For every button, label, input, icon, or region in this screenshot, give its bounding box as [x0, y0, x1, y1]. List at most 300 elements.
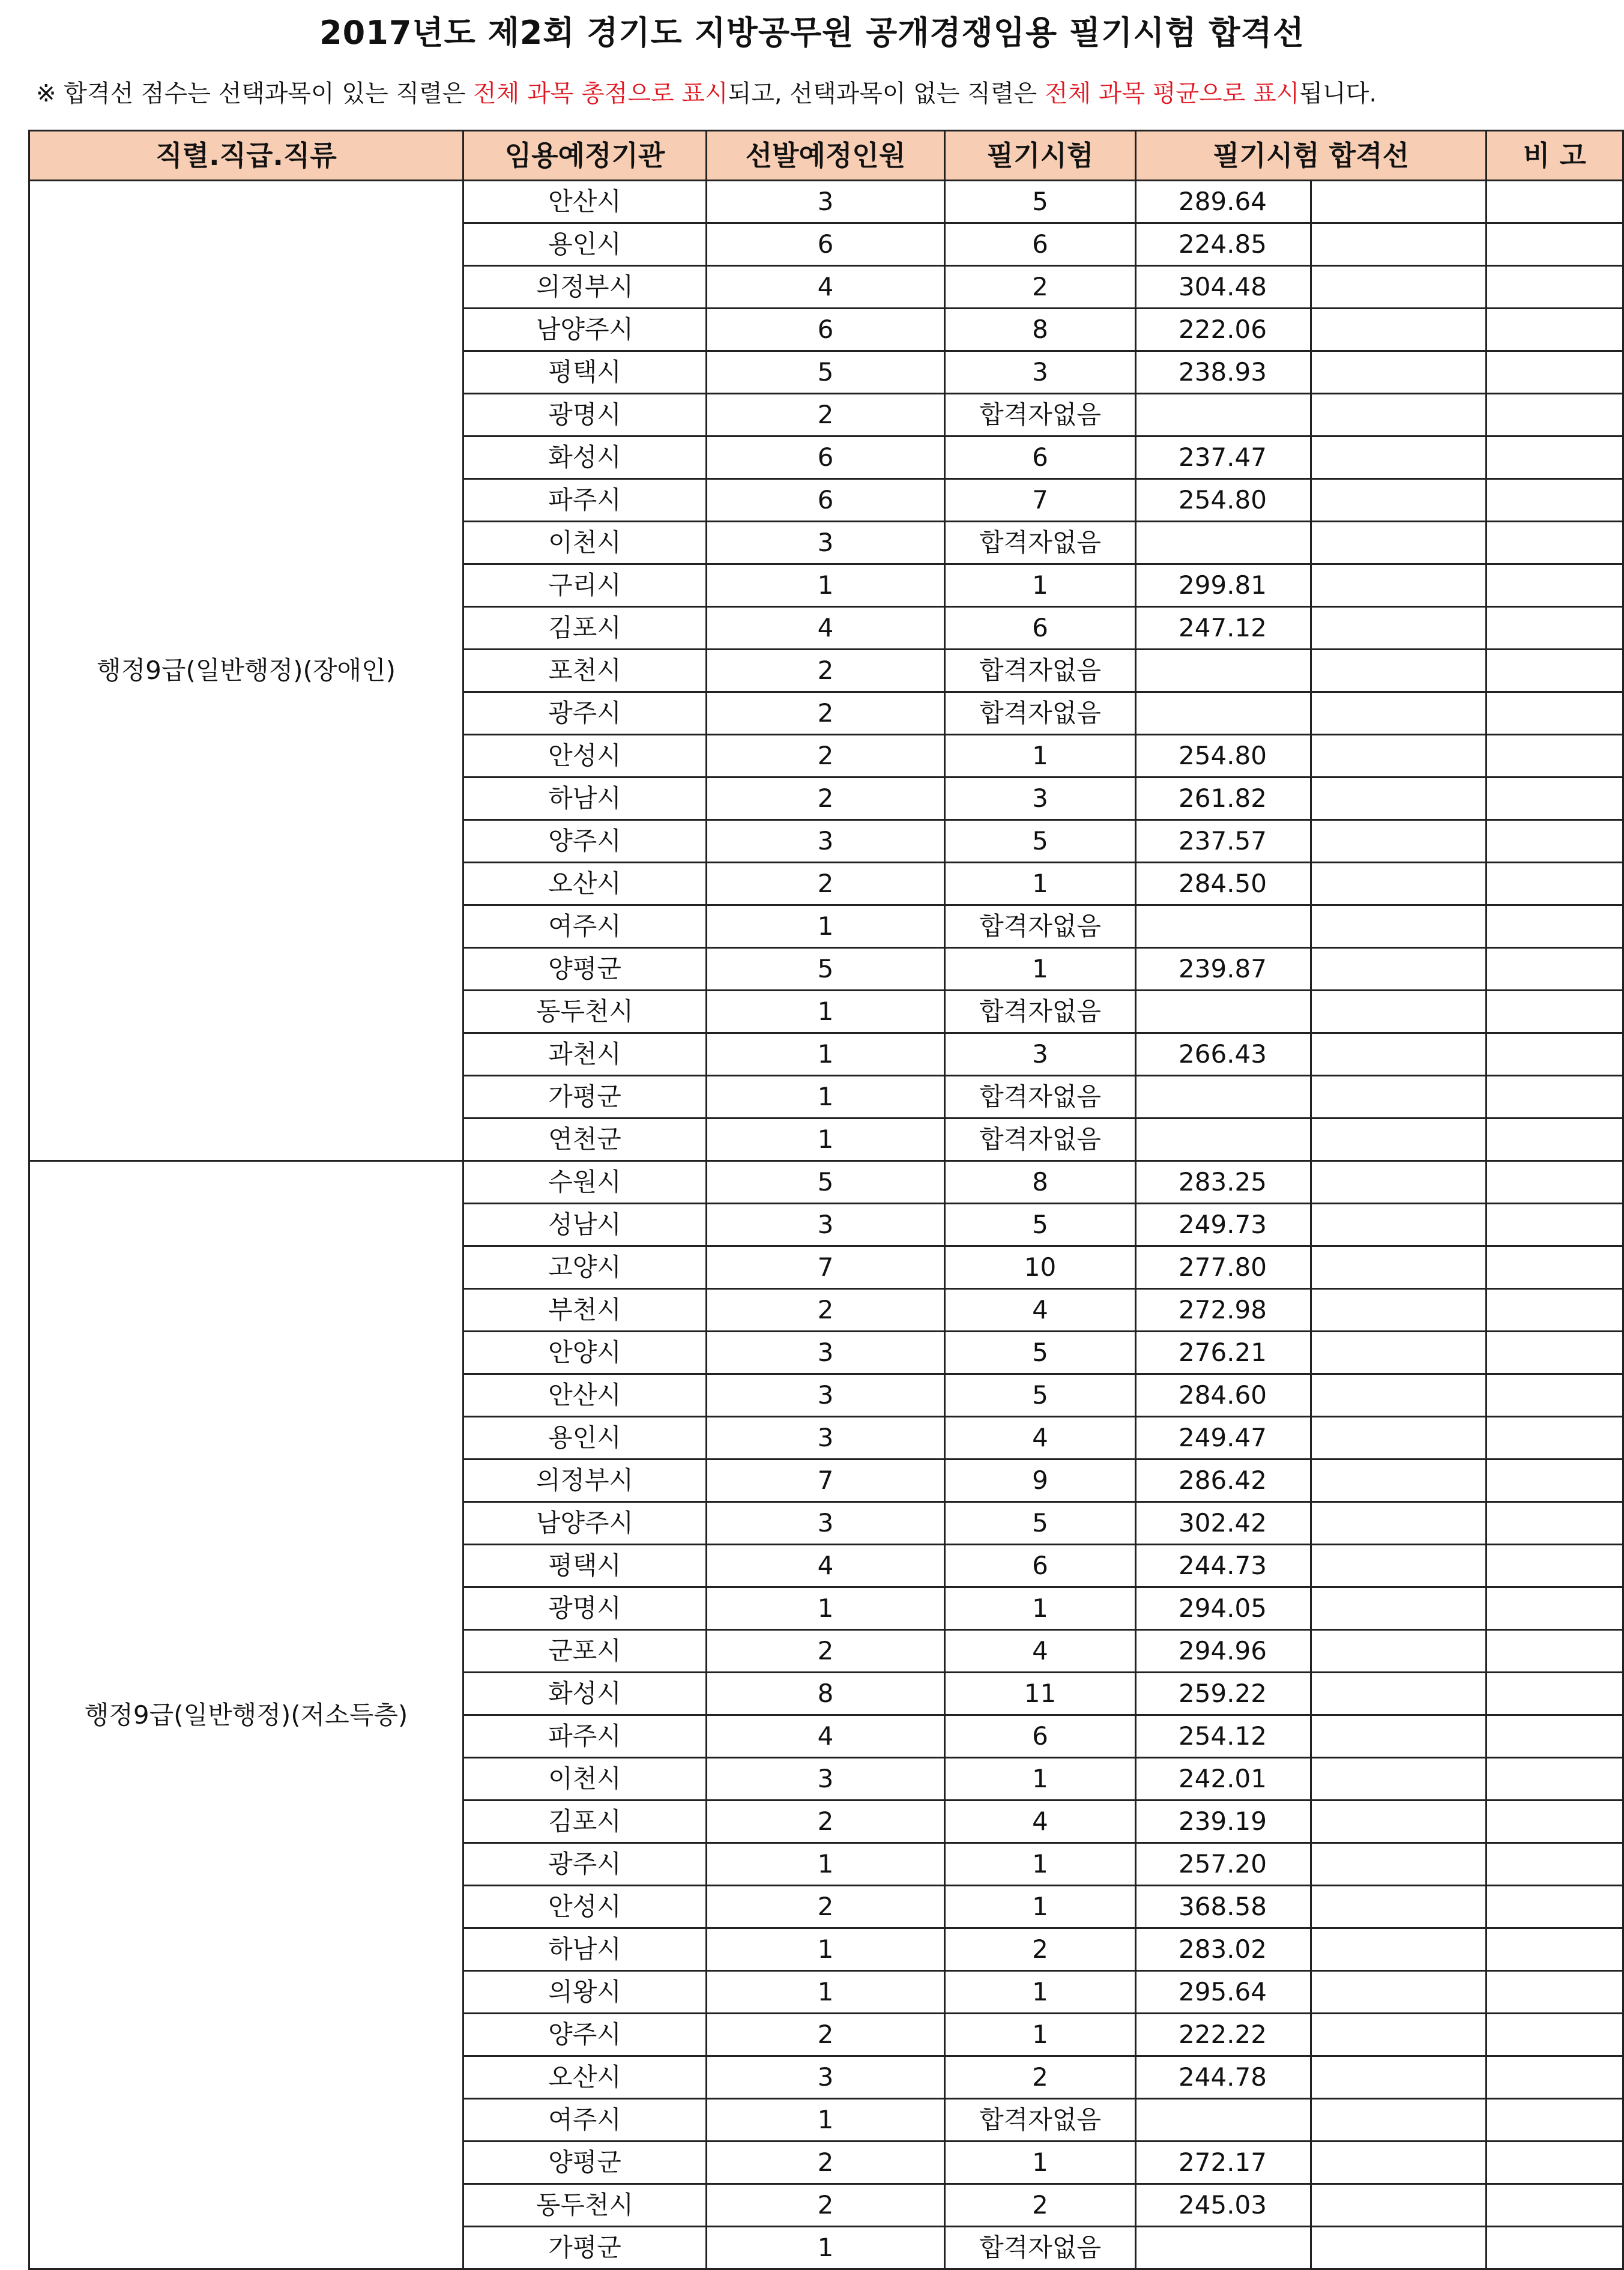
table-row [29, 1161, 1623, 1204]
passed-count-cell: 3 [945, 1033, 1136, 1076]
blank-cell [1311, 607, 1487, 650]
planned-count-cell: 5 [707, 351, 945, 394]
remarks-cell [1487, 309, 1623, 351]
agency-cell: 의정부시 [463, 266, 707, 309]
blank-cell [1311, 2142, 1487, 2184]
notice-text [36, 74, 1377, 109]
blank-cell [1311, 1161, 1487, 1204]
passed-count-cell: 합격자없음 [945, 394, 1136, 436]
agency-cell: 오산시 [463, 2056, 707, 2099]
remarks-cell [1487, 1204, 1623, 1246]
blank-cell [1311, 1971, 1487, 2014]
blank-cell [1311, 223, 1487, 266]
planned-count-cell: 2 [707, 2014, 945, 2056]
passed-count-cell: 1 [945, 1843, 1136, 1886]
agency-cell: 안성시 [463, 1886, 707, 1928]
notice-prefix: ※ 합격선 점수는 선택과목이 있는 직렬은 [36, 80, 474, 107]
passed-count-cell: 1 [945, 948, 1136, 991]
cutoff-score-cell: 272.98 [1136, 1289, 1311, 1332]
planned-count-cell: 1 [707, 2227, 945, 2269]
agency-cell: 가평군 [463, 1076, 707, 1118]
passed-count-cell: 8 [945, 1161, 1136, 1204]
agency-cell: 하남시 [463, 777, 707, 820]
planned-count-cell: 1 [707, 1033, 945, 1076]
cutoff-score-cell: 272.17 [1136, 2142, 1311, 2184]
cutoff-score-cell: 254.80 [1136, 479, 1311, 522]
agency-cell: 안양시 [463, 1332, 707, 1374]
blank-cell [1311, 351, 1487, 394]
planned-count-cell: 2 [707, 394, 945, 436]
cutoff-score-cell: 247.12 [1136, 607, 1311, 650]
remarks-cell [1487, 905, 1623, 948]
passed-count-cell: 4 [945, 1630, 1136, 1673]
agency-cell: 여주시 [463, 905, 707, 948]
notice-suffix: 됩니다. [1299, 80, 1377, 107]
agency-cell: 오산시 [463, 863, 707, 905]
agency-cell: 의정부시 [463, 1460, 707, 1502]
blank-cell [1311, 948, 1487, 991]
cutoff-score-cell: 284.60 [1136, 1374, 1311, 1417]
planned-count-cell: 3 [707, 1332, 945, 1374]
passed-count-cell: 2 [945, 266, 1136, 309]
blank-cell [1311, 564, 1487, 607]
cutoff-score-cell: 299.81 [1136, 564, 1311, 607]
remarks-cell [1487, 1289, 1623, 1332]
planned-count-cell: 4 [707, 1545, 945, 1587]
passed-count-cell: 5 [945, 181, 1136, 223]
remarks-cell [1487, 948, 1623, 991]
job-category-cell: 행정9급(일반행정)(저소득층) [29, 1161, 463, 2269]
planned-count-cell: 1 [707, 1118, 945, 1161]
planned-count-cell: 1 [707, 905, 945, 948]
cutoff-score-cell [1136, 2227, 1311, 2269]
agency-cell: 과천시 [463, 1033, 707, 1076]
blank-cell [1311, 863, 1487, 905]
planned-count-cell: 2 [707, 1801, 945, 1843]
cutoff-score-cell [1136, 991, 1311, 1033]
blank-cell [1311, 309, 1487, 351]
cutoff-score-cell: 244.73 [1136, 1545, 1311, 1587]
passed-count-cell: 5 [945, 1332, 1136, 1374]
header-agency: 임용예정기관 [463, 131, 707, 181]
agency-cell: 수원시 [463, 1161, 707, 1204]
cutoff-score-cell: 239.87 [1136, 948, 1311, 991]
cutoff-score-cell: 304.48 [1136, 266, 1311, 309]
passed-count-cell: 합격자없음 [945, 1076, 1136, 1118]
planned-count-cell: 6 [707, 309, 945, 351]
passed-count-cell: 4 [945, 1801, 1136, 1843]
remarks-cell [1487, 2056, 1623, 2099]
planned-count-cell: 1 [707, 991, 945, 1033]
passed-count-cell: 1 [945, 735, 1136, 777]
header-cutoff: 필기시험 합격선 [1136, 131, 1487, 181]
remarks-cell [1487, 1928, 1623, 1971]
planned-count-cell: 4 [707, 607, 945, 650]
blank-cell [1311, 1417, 1487, 1460]
cutoff-score-cell: 294.05 [1136, 1587, 1311, 1630]
agency-cell: 화성시 [463, 1673, 707, 1715]
remarks-cell [1487, 1630, 1623, 1673]
planned-count-cell: 8 [707, 1673, 945, 1715]
blank-cell [1311, 2056, 1487, 2099]
planned-count-cell: 2 [707, 692, 945, 735]
blank-cell [1311, 1673, 1487, 1715]
planned-count-cell: 3 [707, 2056, 945, 2099]
passed-count-cell: 5 [945, 1374, 1136, 1417]
planned-count-cell: 1 [707, 1928, 945, 1971]
planned-count-cell: 2 [707, 735, 945, 777]
planned-count-cell: 3 [707, 820, 945, 863]
remarks-cell [1487, 650, 1623, 692]
blank-cell [1311, 1715, 1487, 1758]
cutoff-score-cell: 237.57 [1136, 820, 1311, 863]
planned-count-cell: 3 [707, 181, 945, 223]
agency-cell: 광주시 [463, 1843, 707, 1886]
blank-cell [1311, 1033, 1487, 1076]
agency-cell: 용인시 [463, 223, 707, 266]
passed-count-cell: 3 [945, 351, 1136, 394]
cutoff-score-cell: 222.22 [1136, 2014, 1311, 2056]
notice-highlight-total: 전체 과목 총점으로 표시 [473, 80, 728, 107]
planned-count-cell: 6 [707, 223, 945, 266]
planned-count-cell: 4 [707, 1715, 945, 1758]
blank-cell [1311, 1118, 1487, 1161]
planned-count-cell: 1 [707, 1587, 945, 1630]
cutoff-score-cell: 286.42 [1136, 1460, 1311, 1502]
agency-cell: 동두천시 [463, 991, 707, 1033]
planned-count-cell: 7 [707, 1246, 945, 1289]
planned-count-cell: 3 [707, 522, 945, 564]
blank-cell [1311, 777, 1487, 820]
passed-count-cell: 6 [945, 223, 1136, 266]
passed-count-cell: 2 [945, 2184, 1136, 2227]
blank-cell [1311, 2014, 1487, 2056]
planned-count-cell: 2 [707, 2184, 945, 2227]
agency-cell: 광명시 [463, 1587, 707, 1630]
agency-cell: 광주시 [463, 692, 707, 735]
agency-cell: 남양주시 [463, 309, 707, 351]
passed-count-cell: 1 [945, 2014, 1136, 2056]
planned-count-cell: 2 [707, 650, 945, 692]
remarks-cell [1487, 735, 1623, 777]
passed-count-cell: 6 [945, 1715, 1136, 1758]
passed-count-cell: 합격자없음 [945, 650, 1136, 692]
planned-count-cell: 1 [707, 1843, 945, 1886]
passed-count-cell: 1 [945, 1971, 1136, 2014]
cutoff-score-cell: 222.06 [1136, 309, 1311, 351]
blank-cell [1311, 1545, 1487, 1587]
table-row [29, 181, 1623, 223]
agency-cell: 양주시 [463, 820, 707, 863]
cutoff-score-cell [1136, 522, 1311, 564]
passed-count-cell: 11 [945, 1673, 1136, 1715]
blank-cell [1311, 436, 1487, 479]
blank-cell [1311, 820, 1487, 863]
agency-cell: 파주시 [463, 479, 707, 522]
blank-cell [1311, 1758, 1487, 1801]
blank-cell [1311, 1843, 1487, 1886]
cutoff-score-cell: 257.20 [1136, 1843, 1311, 1886]
agency-cell: 안성시 [463, 735, 707, 777]
passed-count-cell: 1 [945, 1758, 1136, 1801]
remarks-cell [1487, 1587, 1623, 1630]
passed-count-cell: 합격자없음 [945, 2227, 1136, 2269]
cutoff-score-cell: 245.03 [1136, 2184, 1311, 2227]
remarks-cell [1487, 266, 1623, 309]
blank-cell [1311, 650, 1487, 692]
planned-count-cell: 1 [707, 2099, 945, 2142]
remarks-cell [1487, 1715, 1623, 1758]
remarks-cell [1487, 1161, 1623, 1204]
remarks-cell [1487, 2227, 1623, 2269]
passed-count-cell: 합격자없음 [945, 522, 1136, 564]
agency-cell: 양평군 [463, 2142, 707, 2184]
cutoff-score-cell: 283.25 [1136, 1161, 1311, 1204]
remarks-cell [1487, 1843, 1623, 1886]
planned-count-cell: 1 [707, 1076, 945, 1118]
blank-cell [1311, 2099, 1487, 2142]
agency-cell: 포천시 [463, 650, 707, 692]
agency-cell: 군포시 [463, 1630, 707, 1673]
job-category-cell: 행정9급(일반행정)(장애인) [29, 181, 463, 1161]
blank-cell [1311, 266, 1487, 309]
agency-cell: 고양시 [463, 1246, 707, 1289]
notice-highlight-average: 전체 과목 평균으로 표시 [1044, 80, 1300, 107]
agency-cell: 안산시 [463, 181, 707, 223]
cutoff-score-cell: 242.01 [1136, 1758, 1311, 1801]
passed-count-cell: 1 [945, 1587, 1136, 1630]
remarks-cell [1487, 1033, 1623, 1076]
agency-cell: 평택시 [463, 351, 707, 394]
remarks-cell [1487, 351, 1623, 394]
cutoff-score-cell: 284.50 [1136, 863, 1311, 905]
table-body [29, 181, 1623, 2269]
cutoff-score-cell: 254.12 [1136, 1715, 1311, 1758]
agency-cell: 안산시 [463, 1374, 707, 1417]
agency-cell: 이천시 [463, 1758, 707, 1801]
agency-cell: 용인시 [463, 1417, 707, 1460]
passed-count-cell: 4 [945, 1417, 1136, 1460]
planned-count-cell: 5 [707, 1161, 945, 1204]
remarks-cell [1487, 991, 1623, 1033]
cutoff-score-cell: 277.80 [1136, 1246, 1311, 1289]
blank-cell [1311, 692, 1487, 735]
cutoff-score-cell: 239.19 [1136, 1801, 1311, 1843]
cutoff-score-cell [1136, 650, 1311, 692]
passed-count-cell: 6 [945, 436, 1136, 479]
agency-cell: 김포시 [463, 607, 707, 650]
remarks-cell [1487, 1417, 1623, 1460]
blank-cell [1311, 1886, 1487, 1928]
planned-count-cell: 7 [707, 1460, 945, 1502]
blank-cell [1311, 394, 1487, 436]
remarks-cell [1487, 863, 1623, 905]
passed-count-cell: 합격자없음 [945, 692, 1136, 735]
blank-cell [1311, 905, 1487, 948]
agency-cell: 이천시 [463, 522, 707, 564]
remarks-cell [1487, 1374, 1623, 1417]
passed-count-cell: 1 [945, 2142, 1136, 2184]
blank-cell [1311, 1076, 1487, 1118]
agency-cell: 양주시 [463, 2014, 707, 2056]
agency-cell: 남양주시 [463, 1502, 707, 1545]
agency-cell: 파주시 [463, 1715, 707, 1758]
passed-count-cell: 7 [945, 479, 1136, 522]
page-title: 2017년도 제2회 경기도 지방공무원 공개경쟁임용 필기시험 합격선 [319, 14, 1305, 52]
passed-count-cell: 8 [945, 309, 1136, 351]
cutoff-score-cell: 295.64 [1136, 1971, 1311, 2014]
cutoff-score-cell [1136, 2099, 1311, 2142]
blank-cell [1311, 522, 1487, 564]
agency-cell: 의왕시 [463, 1971, 707, 2014]
header-row [29, 131, 1623, 181]
blank-cell [1311, 1630, 1487, 1673]
agency-cell: 김포시 [463, 1801, 707, 1843]
cutoff-score-cell: 249.47 [1136, 1417, 1311, 1460]
passed-count-cell: 1 [945, 863, 1136, 905]
remarks-cell [1487, 777, 1623, 820]
cutoff-score-cell: 302.42 [1136, 1502, 1311, 1545]
remarks-cell [1487, 607, 1623, 650]
planned-count-cell: 5 [707, 948, 945, 991]
planned-count-cell: 2 [707, 1886, 945, 1928]
remarks-cell [1487, 1118, 1623, 1161]
remarks-cell [1487, 1801, 1623, 1843]
remarks-cell [1487, 820, 1623, 863]
results-table [28, 130, 1624, 2270]
passed-count-cell: 1 [945, 564, 1136, 607]
passed-count-cell: 5 [945, 820, 1136, 863]
blank-cell [1311, 2184, 1487, 2227]
passed-count-cell: 5 [945, 1204, 1136, 1246]
remarks-cell [1487, 1673, 1623, 1715]
remarks-cell [1487, 2099, 1623, 2142]
planned-count-cell: 2 [707, 777, 945, 820]
blank-cell [1311, 1204, 1487, 1246]
cutoff-score-cell: 289.64 [1136, 181, 1311, 223]
blank-cell [1311, 1289, 1487, 1332]
planned-count-cell: 1 [707, 564, 945, 607]
passed-count-cell: 4 [945, 1289, 1136, 1332]
remarks-cell [1487, 1971, 1623, 2014]
notice-middle: 되고, 선택과목이 없는 직렬은 [728, 80, 1045, 107]
cutoff-score-cell [1136, 394, 1311, 436]
blank-cell [1311, 1460, 1487, 1502]
passed-count-cell: 6 [945, 1545, 1136, 1587]
passed-count-cell: 합격자없음 [945, 1118, 1136, 1161]
agency-cell: 평택시 [463, 1545, 707, 1587]
remarks-cell [1487, 692, 1623, 735]
remarks-cell [1487, 1502, 1623, 1545]
passed-count-cell: 10 [945, 1246, 1136, 1289]
blank-cell [1311, 1374, 1487, 1417]
passed-count-cell: 합격자없음 [945, 2099, 1136, 2142]
planned-count-cell: 2 [707, 2142, 945, 2184]
blank-cell [1311, 1502, 1487, 1545]
cutoff-score-cell: 283.02 [1136, 1928, 1311, 1971]
passed-count-cell: 합격자없음 [945, 991, 1136, 1033]
cutoff-score-cell: 238.93 [1136, 351, 1311, 394]
agency-cell: 광명시 [463, 394, 707, 436]
remarks-cell [1487, 1332, 1623, 1374]
cutoff-score-cell: 266.43 [1136, 1033, 1311, 1076]
cutoff-score-cell [1136, 692, 1311, 735]
cutoff-score-cell [1136, 1076, 1311, 1118]
blank-cell [1311, 735, 1487, 777]
remarks-cell [1487, 1886, 1623, 1928]
remarks-cell [1487, 1758, 1623, 1801]
planned-count-cell: 2 [707, 1289, 945, 1332]
passed-count-cell: 1 [945, 1886, 1136, 1928]
passed-count-cell: 9 [945, 1460, 1136, 1502]
remarks-cell [1487, 223, 1623, 266]
remarks-cell [1487, 394, 1623, 436]
agency-cell: 연천군 [463, 1118, 707, 1161]
remarks-cell [1487, 522, 1623, 564]
cutoff-score-cell [1136, 1118, 1311, 1161]
blank-cell [1311, 991, 1487, 1033]
remarks-cell [1487, 436, 1623, 479]
remarks-cell [1487, 2142, 1623, 2184]
planned-count-cell: 2 [707, 863, 945, 905]
remarks-cell [1487, 2184, 1623, 2227]
planned-count-cell: 2 [707, 1630, 945, 1673]
agency-cell: 하남시 [463, 1928, 707, 1971]
remarks-cell [1487, 564, 1623, 607]
header-job-category: 직렬.직급.직류 [29, 131, 463, 181]
planned-count-cell: 3 [707, 1204, 945, 1246]
remarks-cell [1487, 1545, 1623, 1587]
planned-count-cell: 6 [707, 436, 945, 479]
cutoff-score-cell: 237.47 [1136, 436, 1311, 479]
remarks-cell [1487, 2014, 1623, 2056]
planned-count-cell: 3 [707, 1374, 945, 1417]
blank-cell [1311, 1332, 1487, 1374]
header-planned-count: 선발예정인원 [707, 131, 945, 181]
passed-count-cell: 2 [945, 2056, 1136, 2099]
planned-count-cell: 4 [707, 266, 945, 309]
remarks-cell [1487, 1246, 1623, 1289]
cutoff-score-cell [1136, 905, 1311, 948]
blank-cell [1311, 1587, 1487, 1630]
remarks-cell [1487, 181, 1623, 223]
planned-count-cell: 3 [707, 1417, 945, 1460]
blank-cell [1311, 1928, 1487, 1971]
blank-cell [1311, 1801, 1487, 1843]
passed-count-cell: 5 [945, 1502, 1136, 1545]
agency-cell: 양평군 [463, 948, 707, 991]
cutoff-score-cell: 244.78 [1136, 2056, 1311, 2099]
header-written-exam: 필기시험 [945, 131, 1136, 181]
cutoff-score-cell: 259.22 [1136, 1673, 1311, 1715]
cutoff-score-cell: 254.80 [1136, 735, 1311, 777]
remarks-cell [1487, 479, 1623, 522]
planned-count-cell: 6 [707, 479, 945, 522]
passed-count-cell: 3 [945, 777, 1136, 820]
blank-cell [1311, 181, 1487, 223]
agency-cell: 구리시 [463, 564, 707, 607]
blank-cell [1311, 2227, 1487, 2269]
cutoff-score-cell: 368.58 [1136, 1886, 1311, 1928]
planned-count-cell: 3 [707, 1758, 945, 1801]
planned-count-cell: 3 [707, 1502, 945, 1545]
cutoff-score-cell: 294.96 [1136, 1630, 1311, 1673]
passed-count-cell: 2 [945, 1928, 1136, 1971]
cutoff-score-cell: 249.73 [1136, 1204, 1311, 1246]
passed-count-cell: 6 [945, 607, 1136, 650]
cutoff-score-cell: 261.82 [1136, 777, 1311, 820]
header-remarks: 비 고 [1487, 131, 1623, 181]
